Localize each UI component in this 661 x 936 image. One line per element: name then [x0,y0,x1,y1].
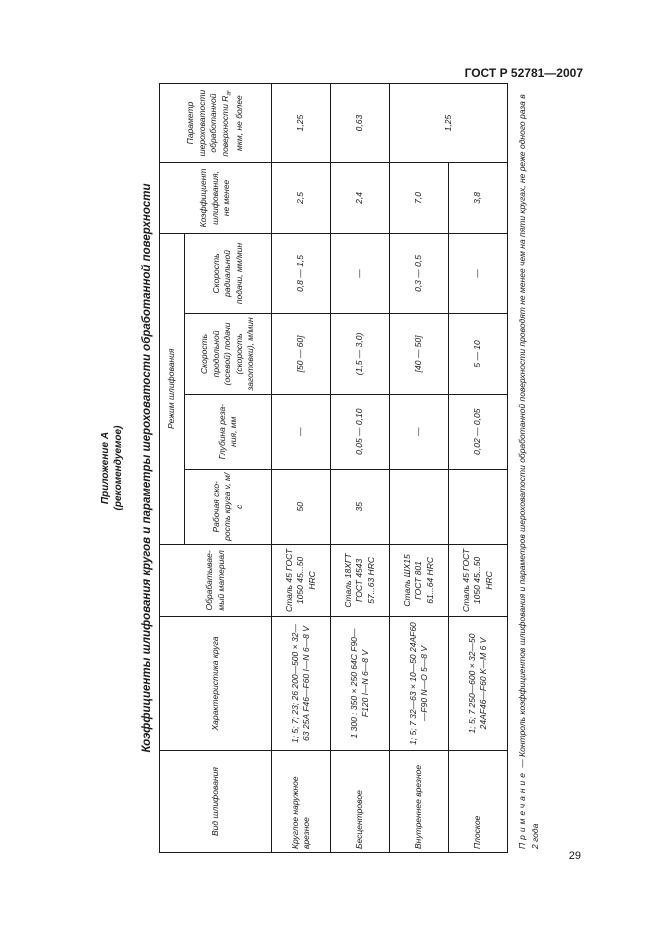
header-roughness [159,84,271,163]
cell-depth: 0,05 — 0,10 [330,394,389,469]
cell-coef: 7,0 [389,163,448,234]
cell-material: Сталь 18ХГТ ГОСТ 4543 57...63 HRC [330,544,389,616]
header-material: Обрабатывае-мый материал [159,544,271,616]
cell-long-feed: [50 — 60] [271,314,330,394]
cell-roughness: 0,63 [330,84,389,163]
header-depth: Глубина реза-ния, мм [184,394,271,469]
standard-code: ГОСТ Р 52781—2007 [464,66,583,80]
table-caption: Коэффициенты шлифования кругов и параметры шероховатости обработанной поверхности [140,183,153,753]
cell-wheel: 1; 5; 7 250—600 × 32—50 24AF46—F60 K—M 6 V [448,616,507,750]
table-row [330,84,389,853]
cell-kind: Бесцентровое [330,751,389,853]
cell-radial-feed: — [448,233,507,313]
roughness-label-pre: Параметр шероховатости обработанной поверхности R [184,89,230,157]
table-row [271,84,330,853]
cell-coef: 2,4 [330,163,389,234]
cell-kind: Круглое наружное врезное [271,751,330,853]
header-wheel: Характеристика круга [159,616,271,750]
cell-roughness: 1,25 [389,84,507,163]
grinding-table [159,83,508,853]
roughness-label-post: , мкм, не более [219,89,244,151]
cell-depth: 0,02 — 0,05 [448,394,507,469]
cell-long-feed: (1,5 — 3,0) [330,314,389,394]
cell-radial-feed: — [330,233,389,313]
cell-radial-feed: 0,8 — 1,5 [271,233,330,313]
cell-wheel: 1; 5; 7; 23; 26 200—500 × 32—63 25А F46—F60 I—N 6—8 V [271,616,330,750]
roughness-label-sub: a [224,91,232,96]
table-row [389,84,448,853]
cell-radial-feed: 0,3 — 0,5 [389,233,448,313]
cell-depth: — [389,394,448,469]
page-number: 29 [568,850,581,862]
cell-long-feed: 5 — 10 [448,314,507,394]
cell-speed: 35 [330,469,389,544]
cell-speed [448,469,507,544]
header-mode-group: Режим шлифования [159,233,184,544]
cell-coef: 2,5 [271,163,330,234]
note-text: — Контроль коэффициентов шлифования и параметров шероховатости обработанной поверхности проводят не менее чем на пяти кругах, не реже одного раза в 2 года [516,94,540,849]
header-radial-feed: Скорость радиальной подачи, мм/мин [184,233,271,313]
header-long-feed: Скорость продольной (осевой) подачи (скорость заготовки), м/мин [184,314,271,394]
cell-wheel: 1; 5; 7 32—63 × 10—50 24AF60—F90 N—O 5—8 V [389,616,448,750]
cell-material: Сталь 45 ГОСТ 1050 45...50 HRC [448,544,507,616]
cell-coef: 3,8 [448,163,507,234]
table-note [516,83,542,853]
header-row-1 [159,84,184,853]
cell-speed: 50 [271,469,330,544]
cell-depth: — [271,394,330,469]
cell-roughness: 1,25 [271,84,330,163]
cell-speed [389,469,448,544]
cell-wheel: 1 300 : 350 × 250 64С F90—F120 I—N 6—8 V [330,616,389,750]
note-label: Примечание [516,770,527,849]
table-row [448,84,507,853]
annex-title [100,83,125,853]
cell-material: Сталь ШХ15 ГОСТ 801 61...64 HRC [389,544,448,616]
annex-label: Приложение А [99,431,111,505]
cell-kind: Внутреннее врезное [389,751,448,853]
header-kind: Вид шлифования [159,751,271,853]
cell-kind: Плоское [448,751,507,853]
cell-material: Сталь 45 ГОСТ 1050 45...50 HRC [271,544,330,616]
header-coef: Коэффициент шлифования, не менее [159,163,271,234]
annex-status: (рекомендуемое) [112,425,123,511]
header-speed: Рабочая ско-рость круга v, м/с [184,469,271,544]
rotated-content [96,83,566,853]
cell-long-feed: [40 — 50] [389,314,448,394]
